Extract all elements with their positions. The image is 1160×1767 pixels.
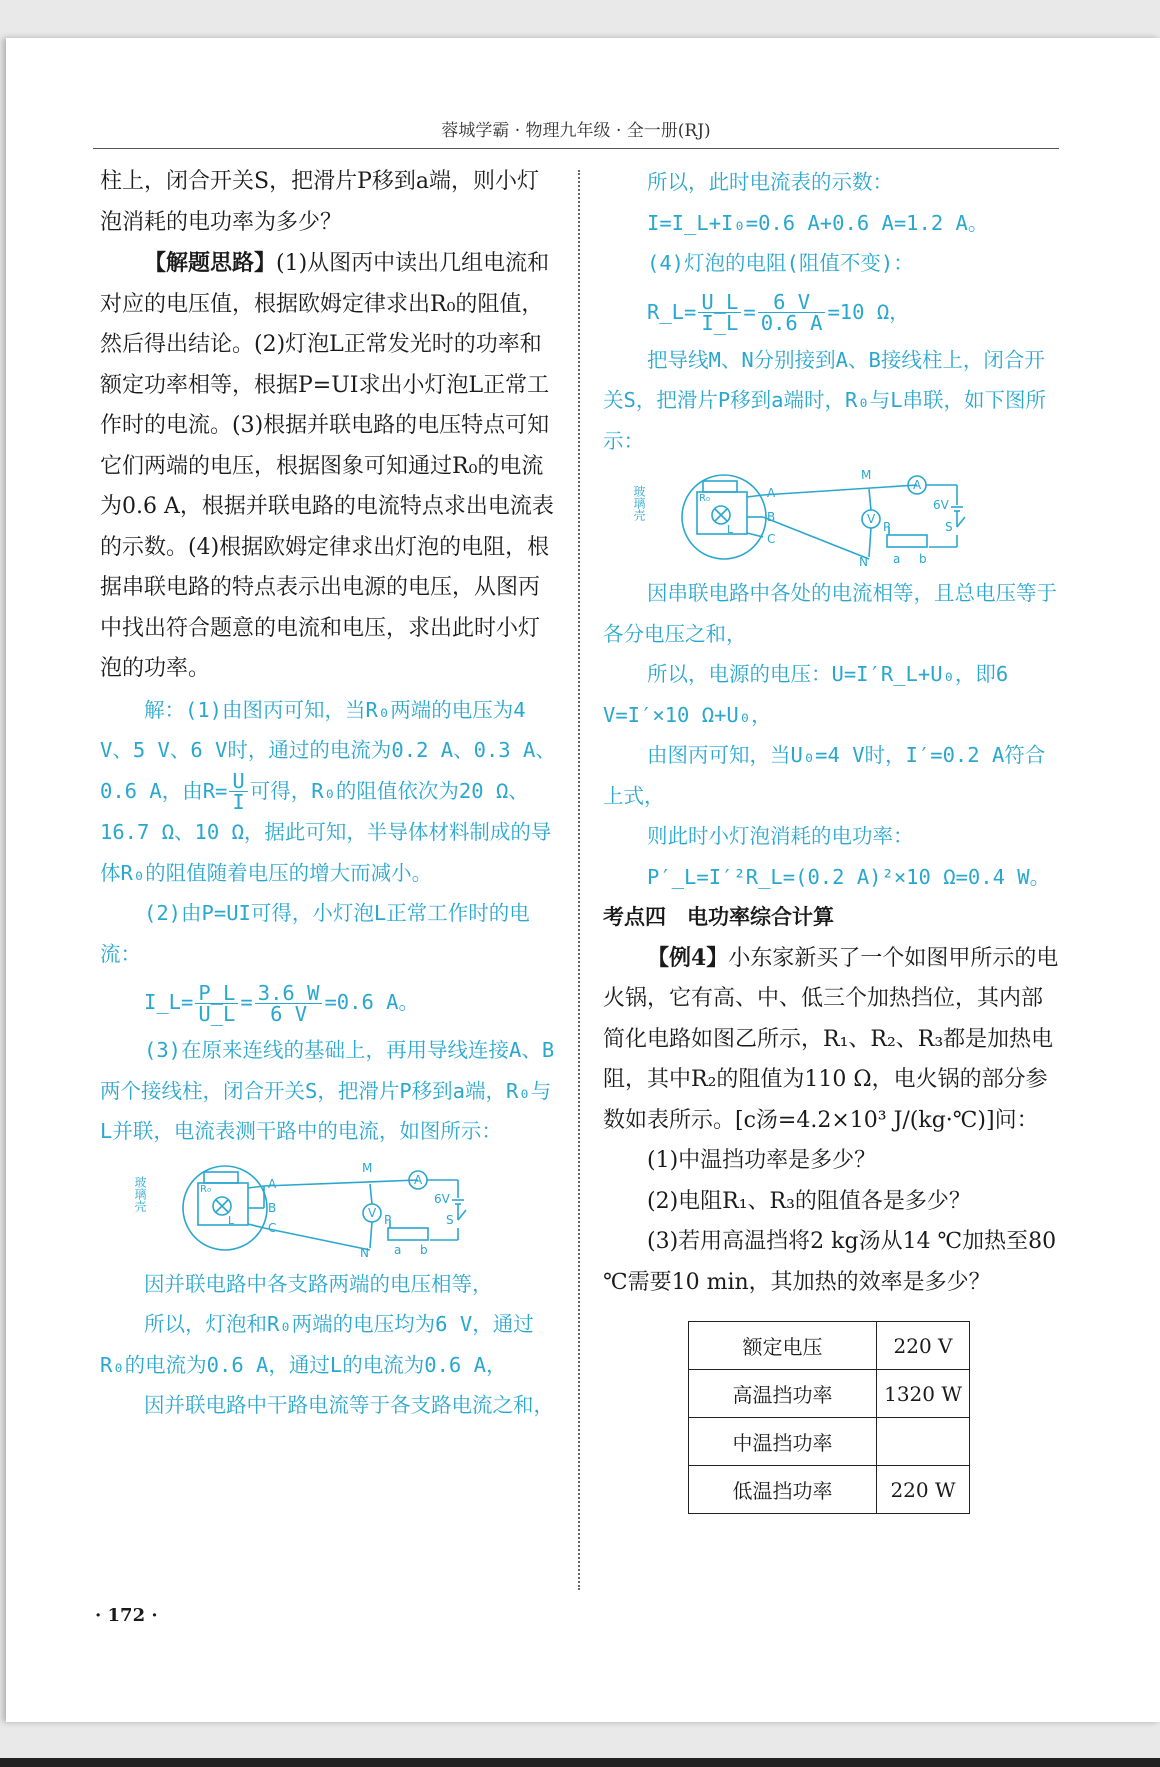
solution-step-6: 因并联电路中干路电流等于各支路电流之和， — [144, 1393, 554, 1417]
solution-block — [100, 690, 557, 1426]
solution-step-1a: 解：(1)由图丙可知，当R₀两端的电压为4 V、5 V、6 V时，通过的电流为0.2 A、0.3 A、 — [100, 697, 556, 762]
solution-r5: 因串联电路中各处的电流相等，且总电压等于各分电压之和， — [603, 581, 1057, 646]
svg-text:6V: 6V — [933, 498, 949, 512]
solution-r1: 所以，此时电流表的示数： — [647, 170, 893, 194]
question-1: (1)中温挡功率是多少？ — [647, 1148, 877, 1173]
svg-text:M: M — [861, 468, 872, 482]
question-3: (3)若用高温挡将2 kg汤从14 ℃加热至80 ℃需要10 min，其加热的效率是多少？ — [603, 1229, 1057, 1295]
table-row: 额定电压 220 V — [689, 1322, 970, 1370]
svg-text:R₀: R₀ — [699, 493, 710, 504]
equation-total-current: I=I_L+I₀=0.6 A+0.6 A=1.2 A。 — [647, 210, 989, 235]
column-divider — [578, 170, 580, 1590]
solution-step-4: 因并联电路中各支路两端的电压相等， — [144, 1271, 493, 1296]
equation-resistance: R_L= $\frac{U\_L}{I\_L}$ = $\frac{6 V}{0.6 A}$ =10 Ω， — [647, 290, 910, 335]
svg-text:b: b — [420, 1242, 428, 1257]
svg-text:M: M — [362, 1160, 373, 1175]
svg-text:A: A — [268, 1176, 277, 1191]
header-rule — [93, 148, 1059, 149]
svg-text:N: N — [360, 1245, 369, 1260]
svg-text:P: P — [883, 520, 891, 534]
hint-text: (1)从图丙中读出几组电流和对应的电压值，根据欧姆定律求出R₀的阻值，然后得出结论。(2)灯泡L正常发光时的功率和额定功率相等，根据P=UI求出小灯泡L正常工作时的电流。(3)根据并联电路的电压特点可知它们两端的电压，根据图象可知通过R₀的电流为0.6 A，根据并联电路的电流特点求出电流表的示数。(4)根据欧姆定律求出灯泡的电阻，根据串联电路的特点表示出电源的电压，从图丙中找出符合题意的电流和电压，求出此时小灯泡的功率。 — [100, 251, 554, 681]
svg-text:V: V — [867, 512, 876, 526]
solution-r8: 则此时小灯泡消耗的电功率： — [647, 824, 914, 848]
solution-r6: 所以，电源的电压：U=I′R_L+U₀，即6 V=I′×10 Ω+U₀， — [603, 662, 1009, 727]
solution-step-3: (3)在原来连线的基础上，再用导线连接A、B两个接线柱，闭合开关S，把滑片P移到a端，R₀与L并联，电流表测干路中的电流，如图所示： — [100, 1038, 555, 1143]
solution-continued — [603, 162, 1061, 897]
example-4 — [603, 938, 1061, 1142]
solution-r4: 把导线M、N分别接到A、B接线柱上，闭合开关S，把滑片P移到a端时，R₀与L串联，如下图所示： — [603, 347, 1047, 453]
solution-step-5: 所以，灯泡和R₀两端的电压均为6 V，通过R₀的电流为0.6 A，通过L的电流为0.6 A， — [100, 1312, 534, 1377]
page-header: 蓉城学霸 · 物理九年级 · 全一册(RJ) — [441, 121, 711, 141]
svg-text:B: B — [767, 510, 776, 524]
solution-hint — [100, 243, 557, 690]
svg-text:A: A — [414, 1172, 423, 1187]
svg-text:b: b — [919, 552, 927, 566]
parameter-table — [688, 1321, 970, 1514]
svg-text:S: S — [446, 1212, 454, 1227]
table-row: 低温挡功率 220 W — [689, 1466, 970, 1514]
example-label: 【例4】 — [647, 944, 729, 971]
svg-text:N: N — [859, 555, 868, 569]
svg-text:C: C — [268, 1220, 277, 1235]
page-number: · 172 · — [95, 1605, 158, 1626]
svg-text:P: P — [384, 1212, 392, 1227]
equation-power: P′_L=I′²R_L=(0.2 A)²×10 Ω=0.4 W。 — [647, 864, 1051, 889]
question-continuation: 柱上，闭合开关S，把滑片P移到a端，则小灯泡消耗的电功率为多少？ — [100, 169, 539, 235]
fraction-u-over-i: $\frac{U}{I}$ — [229, 771, 247, 812]
left-column — [100, 162, 557, 1426]
series-circuit-diagram — [632, 467, 999, 569]
svg-text:A: A — [913, 478, 922, 492]
svg-text:玻璃壳: 玻璃壳 — [133, 1175, 147, 1212]
svg-text:A: A — [767, 486, 776, 500]
bottom-bar — [0, 1758, 1160, 1767]
svg-text:S: S — [945, 520, 953, 534]
section-title: 考点四 电功率综合计算 — [603, 905, 834, 929]
right-column — [603, 162, 1061, 1514]
question-2: (2)电阻R₁、R₃的阻值各是多少？ — [647, 1188, 971, 1214]
solution-r7: 由图丙可知，当U₀=4 V时，I′=0.2 A符合上式， — [603, 743, 1046, 808]
example-text: 小东家新买了一个如图甲所示的电火锅，它有高、中、低三个加热挡位，其内部简化电路如图乙所示，R₁、R₂、R₃都是加热电阻，其中R₂的阻值为110 Ω，电火锅的部分参数如表所示。[c汤=4.2×10³ J/(kg·℃)]问： — [603, 945, 1059, 1133]
svg-text:L: L — [727, 523, 734, 536]
svg-text:玻璃壳: 玻璃壳 — [632, 485, 646, 521]
svg-text:a: a — [394, 1242, 402, 1257]
table-row: 中温挡功率 — [689, 1418, 970, 1466]
parallel-circuit-diagram — [133, 1158, 500, 1260]
svg-text:C: C — [767, 532, 776, 546]
equation-current: I_L= $\frac{P\_L}{U\_L}$ = $\frac{3.6 W}{6 V}$ =0.6 A。 — [144, 980, 420, 1026]
table-row: 高温挡功率 1320 W — [689, 1370, 970, 1418]
svg-text:a: a — [893, 552, 901, 566]
svg-text:B: B — [268, 1200, 277, 1215]
svg-text:6V: 6V — [434, 1191, 450, 1206]
svg-text:V: V — [368, 1205, 377, 1220]
svg-text:R₀: R₀ — [200, 1183, 211, 1195]
rheostat — [388, 1228, 428, 1240]
solution-step-2: (2)由P=UI可得，小灯泡L正常工作时的电流： — [100, 901, 530, 966]
solution-step-1b: 0.6 A，由R= $\frac{U}{I}$ 可得，R₀的阻值依次为20 Ω、 — [100, 769, 529, 814]
solution-step-1c: 16.7 Ω、10 Ω，据此可知，半导体材料制成的导体R₀的阻值随着电压的增大而减小。 — [100, 820, 552, 885]
solution-r3: (4)灯泡的电阻(阻值不变)： — [647, 251, 914, 275]
hint-label: 【解题思路】 — [144, 250, 277, 276]
resistor-r0 — [204, 1172, 238, 1183]
svg-text:L: L — [228, 1213, 235, 1227]
